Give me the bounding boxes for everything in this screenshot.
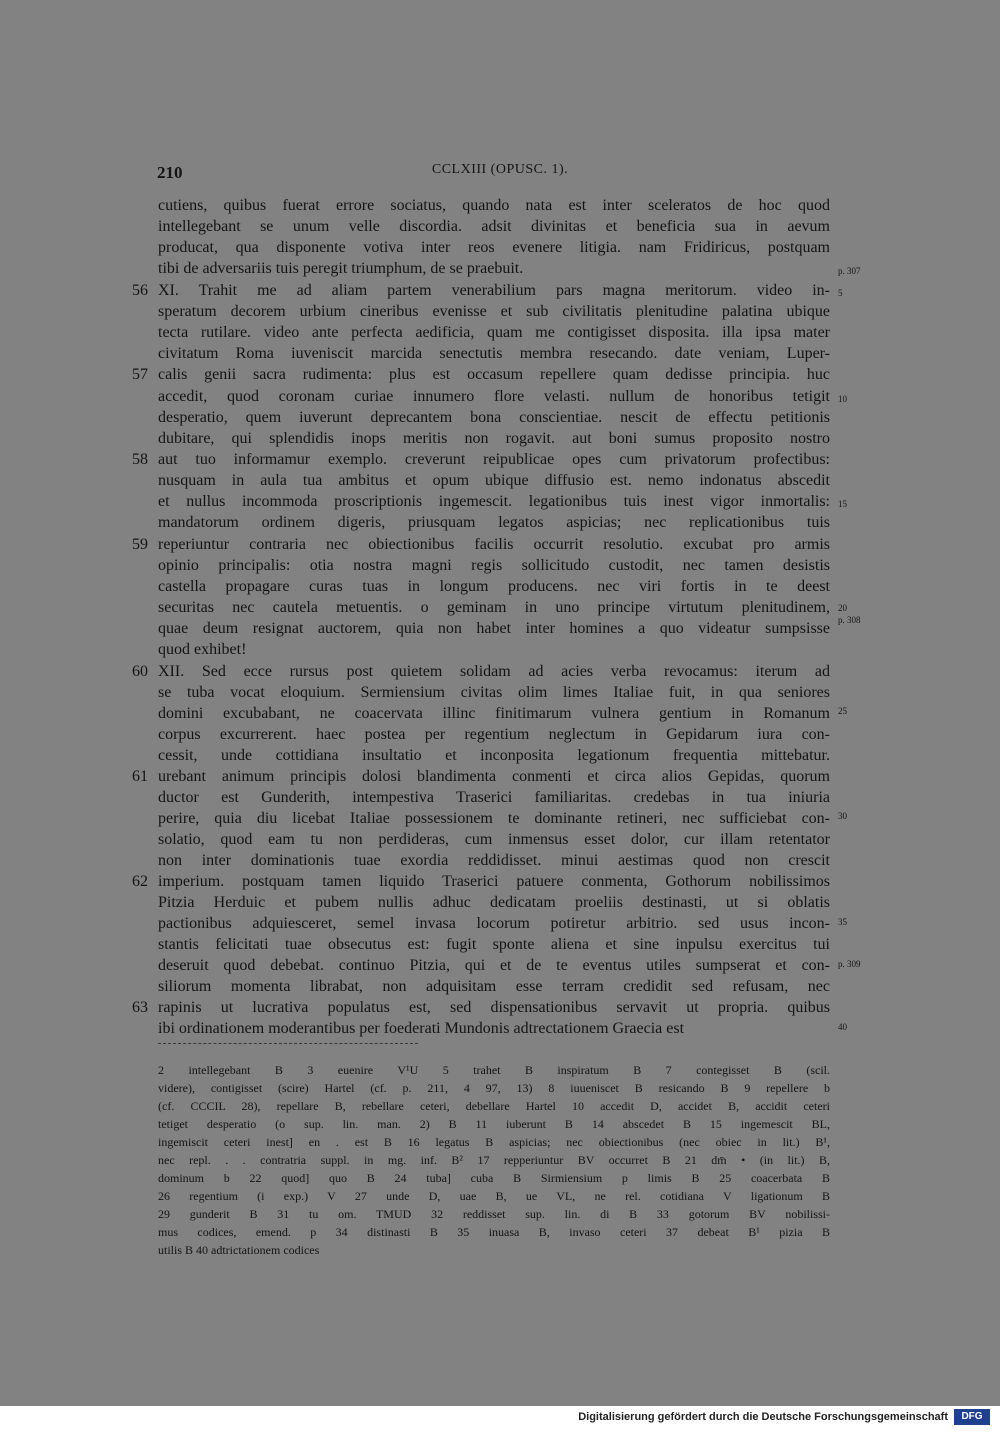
text-line: et nullus incommoda proscriptionis ingemescit. legationibus tuis inest vigor inmortalis: [158, 493, 830, 510]
margin-note: 5 [838, 288, 843, 298]
running-head: CCLXIII (OPUSC. 1). [431, 162, 569, 177]
text-line: corpus excurrerent. haec postea per regentium neglectum in Gepidarum iura con- [158, 726, 830, 743]
text-line: Pitzia Herduic et pubem nullis adhuc dedicatam proeliis destinasti, ut si oblatis [158, 894, 830, 911]
footnote-line: 26 regentium (i exp.) V 27 unde D, uae B, ue VL, ne rel. cotidiana V ligationum B [158, 1189, 830, 1203]
text-line: deseruit quod debebat. continuo Pitzia, qui et de te eventus utiles sumpserat et con- [158, 957, 830, 974]
text-line: XII. Sed ecce rursus post quietem solidam ad acies verba revocamus: iterum ad [158, 663, 830, 680]
section-number: 61 [132, 768, 148, 785]
footnote-line: tetiget desperatio (o sup. lin. man. 2) B 11 iuberunt B 14 abscedet B 15 ingemescit BL, [158, 1117, 830, 1131]
text-line: nusquam in aula tua ambitus et opum ubique diffusio est. nemo indonatus abscedit [158, 472, 830, 489]
text-line: siliorum momenta librabat, non adquisitam esse terram credidit sed refusam, nec [158, 978, 830, 995]
margin-note: 35 [838, 917, 847, 927]
text-line: opinio principalis: otia nostra magni regis sollicitudo custodit, nec tamen desistis [158, 557, 830, 574]
margin-note: 10 [838, 394, 847, 404]
footnote-line: 2 intellegebant B 3 euenire V¹U 5 trahet B inspiratum B 7 contegisset B (scil. [158, 1063, 830, 1077]
margin-note: 15 [838, 499, 847, 509]
section-number: 56 [132, 282, 148, 299]
text-line: cessit, unde cottidiana insultatio et inconposita legationum frequentia mittebatur. [158, 747, 830, 764]
section-number: 62 [132, 873, 148, 890]
section-number: 63 [132, 999, 148, 1016]
margin-note: 25 [838, 706, 847, 716]
text-line: imperium. postquam tamen liquido Traserici patuere conmenta, Gothorum nobilissimos [158, 873, 830, 890]
text-line: accedit, quod coronam curiae innumero flore velasti. nullum de honoribus tetigit [158, 388, 830, 405]
footnote-line: ingemiscit ceteri inest] en . est B 16 legatus B aspicias; nec obiectionibus (nec obiec in lit.) B¹, [158, 1135, 830, 1149]
text-line: cutiens, quibus fuerat errore sociatus, quando nata est inter sceleratos de hoc quod [158, 197, 830, 214]
footnote-line: mus codices, emend. p 34 distinasti B 35 inuasa B, invaso ceteri 37 debeat B¹ pizia B [158, 1225, 830, 1239]
section-number: 57 [132, 366, 148, 383]
text-line: castella propagare curas tuas in longum producens. nec viri fortis in te deest [158, 578, 830, 595]
section-number: 59 [132, 536, 148, 553]
footnote-line: nec repl. . . contratria suppl. in mg. inf. B² 17 repperiuntur BV occurret B 21 dm̄ • (in lit.) B, [158, 1153, 830, 1167]
text-line: XI. Trahit me ad aliam partem venerabilium pars magna meritorum. video in- [158, 282, 830, 299]
section-number: 58 [132, 451, 148, 468]
text-line: ductor est Gunderith, intempestiva Traserici familiaritas. credebas in tua iniuria [158, 789, 830, 806]
dfg-logo: DFG [954, 1409, 990, 1425]
footnote-line: (cf. CCCIL 28), repellare B, rebellare ceteri, debellare Hartel 10 accedit D, accidet B, accidit ceteri [158, 1099, 830, 1113]
footnote-rule [158, 1043, 418, 1044]
text-line: non inter dominationis tuae exordia reddidisset. minui aestimas quod non crescit [158, 852, 830, 869]
text-line: securitas nec cautela metuentis. o geminam in uno principe virtutum plenitudinem, [158, 599, 830, 616]
footnote-line: 29 gunderit B 31 tu om. TMUD 32 reddisset sup. lin. di B 33 gotorum BV nobilissi- [158, 1207, 830, 1221]
text-line: speratum decorem urbium cineribus evenisse et sub civilitatis plenitudine palatina ubique [158, 303, 830, 320]
text-line: rapinis ut lucrativa populatus est, sed dispensationibus servavit ut propria. quibus [158, 999, 830, 1016]
margin-note: p. 307 [838, 266, 861, 276]
margin-note: 30 [838, 811, 847, 821]
text-line: se tuba vocat eloquium. Sermiensium civitas olim limes Italiae fuit, in qua seniores [158, 684, 830, 701]
text-line: urebant animum principis dolosi blandimenta conmenti et circa alios Gepidas, quorum [158, 768, 830, 785]
section-number: 60 [132, 663, 148, 680]
footnote-line: utilis B 40 adtrictationem codices [158, 1243, 320, 1257]
page-number: 210 [157, 163, 183, 182]
text-line: tecta rutilare. video ante perfecta aedificia, quam me contigisset disposita. illa ipsa mater [158, 324, 830, 341]
footnote-line: videre), contigisset (scire) Hartel (cf. p. 211, 4 97, 13) 8 iuueniscet B resicando B 9 repellere b [158, 1081, 830, 1095]
margin-note: p. 308 [838, 615, 861, 625]
text-line: aut tuo informamur exemplo. creverunt reipublicae opes cum privatorum profectibus: [158, 451, 830, 468]
margin-note: p. 309 [838, 959, 861, 969]
text-line: tibi de adversariis tuis peregit triumphum, de se praebuit. [158, 260, 524, 277]
text-line: solatio, quod eam tu non perdideras, cum inmensus esset dolor, cur illam retentator [158, 831, 830, 848]
text-line: mandatorum ordinem digeris, priusquam legatos aspicias; nec replicationibus tuis [158, 514, 830, 531]
text-line: civitatum Roma iuveniscit marcida senectutis membra resecando. date veniam, Luper- [158, 345, 830, 362]
text-line: pactionibus adquiesceret, semel invasa locorum potiretur arbitrio. sed usus incon- [158, 915, 830, 932]
funding-notice: Digitalisierung gefördert durch die Deutsche Forschungsgemeinschaft [578, 1411, 948, 1423]
text-line: perire, quia diu licebat Italiae possessionem te dominante retineri, nec sufficiebat con- [158, 810, 830, 827]
text-line: ibi ordinationem moderantibus per foederati Mundonis adtrectationem Graecia est [158, 1020, 685, 1037]
margin-note: 40 [838, 1022, 847, 1032]
text-line: reperiuntur contraria nec obiectionibus facilis occurrit resolutio. excubat pro armis [158, 536, 830, 553]
text-line: domini excubabant, ne coacervata illinc finitimarum vulnera gentium in Romanum [158, 705, 830, 722]
text-line: calis genii sacra rudimenta: plus est occasum repellere quam dedisse principia. huc [158, 366, 830, 383]
text-line: stantis felicitati tuae obsecutus est: fugit sponte aliena et sine inpulsu exercitus tui [158, 936, 830, 953]
text-line: intellegebant se unum velle discordia. adsit divinitas et beneficia sua in aevum [158, 218, 830, 235]
text-line: quae deum resignat auctorem, quia non habet inter homines a quo videatur sumpsisse [158, 620, 830, 637]
text-line: dubitare, qui splendidis inops meritis non rogavit. aut boni sumus proposito nostro [158, 430, 830, 447]
text-line: quod exhibet! [158, 641, 247, 658]
footnote-line: dominum b 22 quod] quo B 24 tuba] cuba B Sirmiensium p limis B 25 coacerbata B [158, 1171, 830, 1185]
text-line: producat, qua disponente votiva inter reos evenere litigia. nam Fridiricus, postquam [158, 239, 830, 256]
margin-note: 20 [838, 603, 847, 613]
text-line: desperatio, quem iuverunt deprecantem bona conscientiae. nescit de effectu petitionis [158, 409, 830, 426]
